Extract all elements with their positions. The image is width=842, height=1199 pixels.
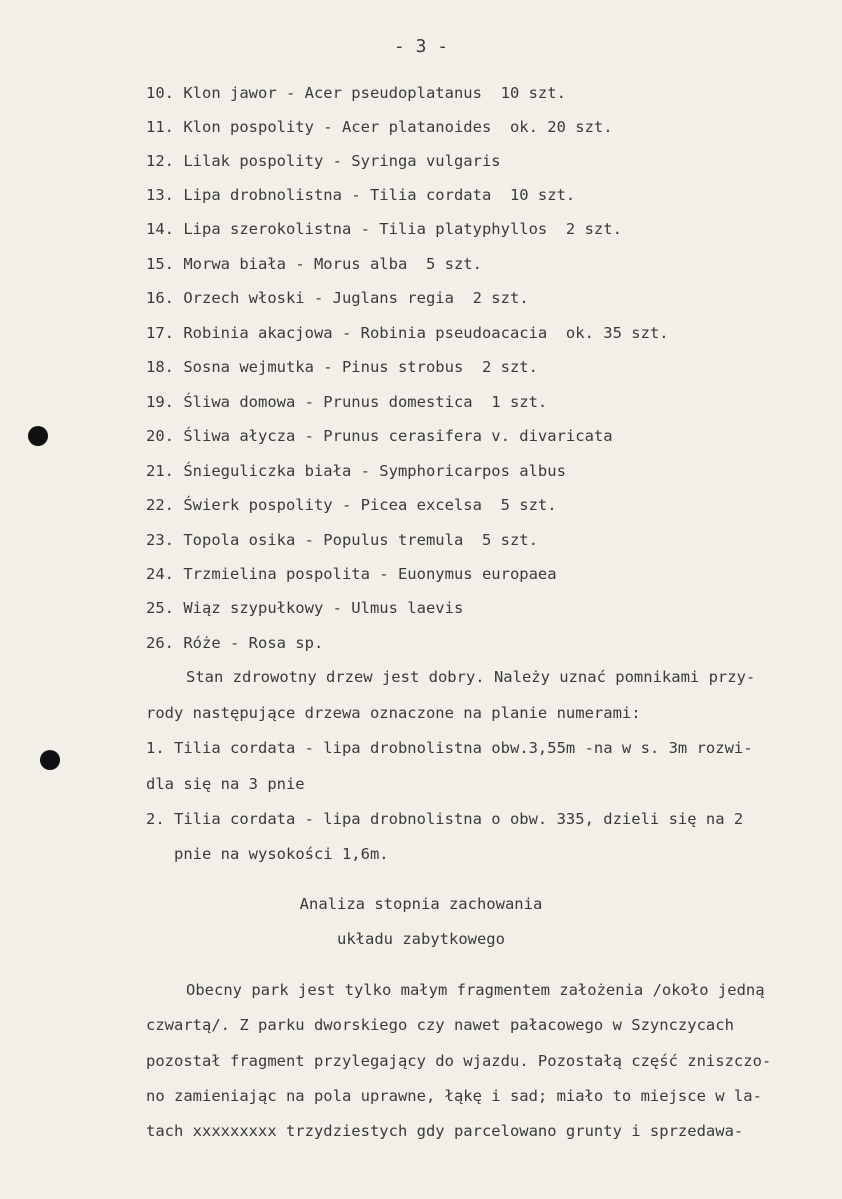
list-item: 13. Lipa drobnolistna - Tilia cordata 10 szt. xyxy=(146,186,576,204)
analysis-paragraph-line: Obecny park jest tylko małym fragmentem założenia /około jedną xyxy=(186,981,765,999)
list-item: 22. Świerk pospolity - Picea excelsa 5 szt. xyxy=(146,496,557,514)
list-item: 14. Lipa szerokolistna - Tilia platyphyllos 2 szt. xyxy=(146,220,622,238)
page-number: - 3 - xyxy=(393,36,449,57)
analysis-paragraph-line: tach xxxxxxxxx trzydziestych gdy parcelowano grunty i sprzedawa- xyxy=(146,1122,744,1140)
analysis-paragraph-line: czwartą/. Z parku dworskiego czy nawet pałacowego w Szynczycach xyxy=(146,1016,734,1034)
list-item: 25. Wiąz szypułkowy - Ulmus laevis xyxy=(146,599,464,617)
analysis-paragraph-line: no zamieniając na pola uprawne, łąkę i sad; miało to miejsce w la- xyxy=(146,1087,762,1105)
list-item: 24. Trzmielina pospolita - Euonymus europaea xyxy=(146,565,557,583)
monument-item-continued: pnie na wysokości 1,6m. xyxy=(174,845,389,863)
health-paragraph-line: rody następujące drzewa oznaczone na planie numerami: xyxy=(146,704,641,722)
section-heading: Analiza stopnia zachowania xyxy=(299,895,543,913)
list-item: 17. Robinia akacjowa - Robinia pseudoacacia ok. 35 szt. xyxy=(146,324,669,342)
punch-hole-bottom xyxy=(40,750,60,770)
health-paragraph-line: Stan zdrowotny drzew jest dobry. Należy uznać pomnikami przy- xyxy=(186,668,756,686)
monument-item-continued: dla się na 3 pnie xyxy=(146,775,305,793)
list-item: 12. Lilak pospolity - Syringa vulgaris xyxy=(146,152,501,170)
list-item: 21. Śnieguliczka biała - Symphoricarpos albus xyxy=(146,462,566,480)
section-heading: układu zabytkowego xyxy=(337,930,505,948)
list-item: 10. Klon jawor - Acer pseudoplatanus 10 szt. xyxy=(146,84,566,102)
list-item: 20. Śliwa ałycza - Prunus cerasifera v. divaricata xyxy=(146,427,613,445)
monument-item: 1. Tilia cordata - lipa drobnolistna obw.3,55m -na w s. 3m rozwi- xyxy=(146,739,753,757)
punch-hole-top xyxy=(28,426,48,446)
list-item: 19. Śliwa domowa - Prunus domestica 1 szt. xyxy=(146,393,548,411)
monument-item: 2. Tilia cordata - lipa drobnolistna o obw. 335, dzieli się na 2 xyxy=(146,810,744,828)
analysis-paragraph-line: pozostał fragment przylegający do wjazdu. Pozostałą część zniszczo- xyxy=(146,1052,772,1070)
list-item: 18. Sosna wejmutka - Pinus strobus 2 szt. xyxy=(146,358,538,376)
list-item: 11. Klon pospolity - Acer platanoides ok. 20 szt. xyxy=(146,118,613,136)
list-item: 15. Morwa biała - Morus alba 5 szt. xyxy=(146,255,482,273)
list-item: 16. Orzech włoski - Juglans regia 2 szt. xyxy=(146,289,529,307)
list-item: 23. Topola osika - Populus tremula 5 szt. xyxy=(146,531,538,549)
list-item: 26. Róże - Rosa sp. xyxy=(146,634,324,652)
